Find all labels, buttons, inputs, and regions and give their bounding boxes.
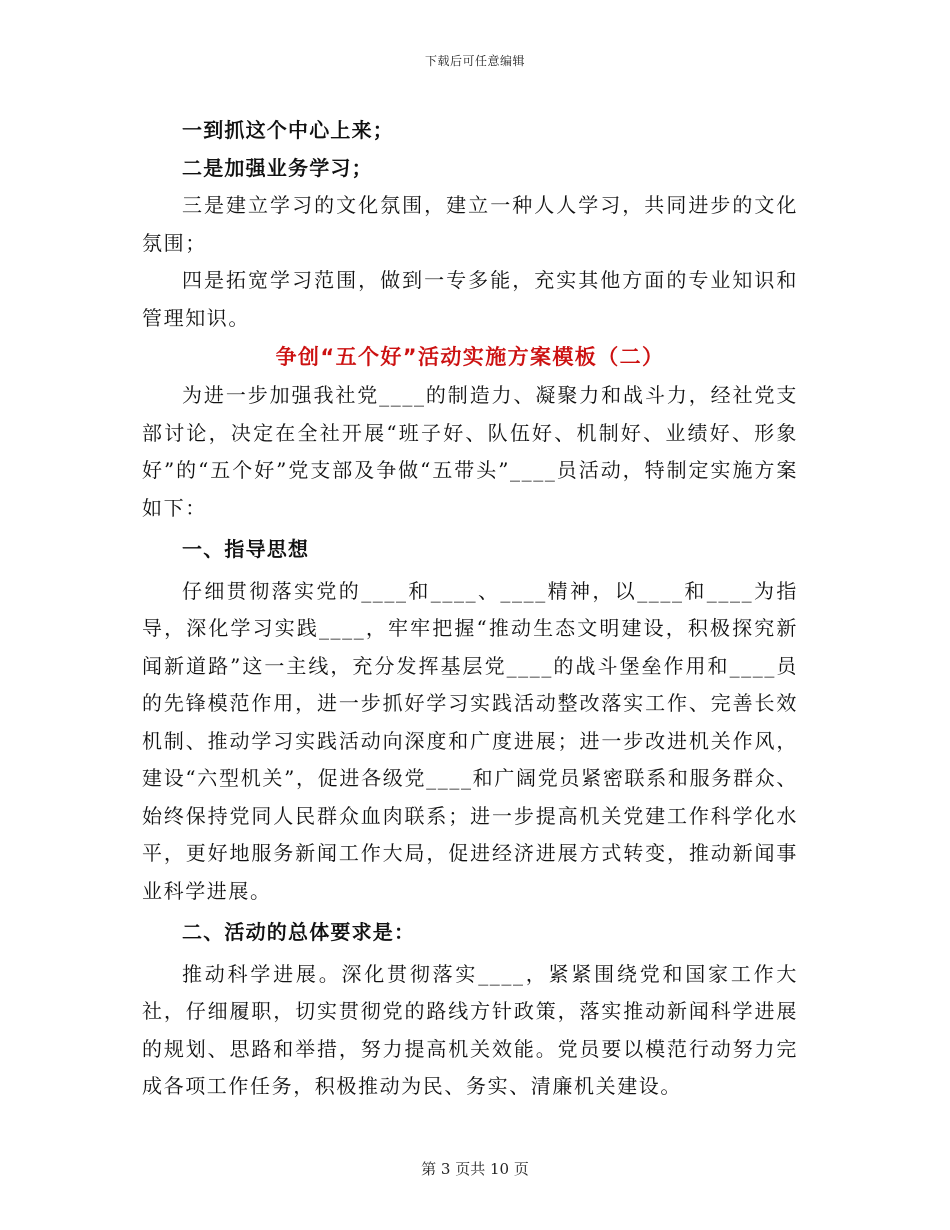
heading-overall-requirements: 二、活动的总体要求是： <box>182 920 416 944</box>
paragraph-1: 一到抓这个中心上来； <box>182 118 394 142</box>
paragraph-2: 二是加强业务学习； <box>182 155 373 180</box>
document-body <box>142 112 798 1106</box>
paragraph-4: 四是拓宽学习范围，做到一专多能，充实其他方面的专业知识和管理知识。 <box>142 268 798 330</box>
page-header: 下载后可任意编辑 <box>424 54 525 68</box>
heading-guiding-ideology: 一、指导思想 <box>182 537 310 561</box>
paragraph-6: 仔细贯彻落实党的____和____、____精神，以____和____为指导，深化学习实践____，牢牢把握“推动生态文明建设，积极探究新闻新道路”这一主线，充分发挥基层党____的战斗堡垒作用和____员的先锋模范作用，进一步抓好学习实践活动整改落实工作、完善长效机制、推动学习实践活动向深度和广度进展；进一步改进机关作风，建设“六型机关”，促进各级党____和广阔党员紧密联系和服务群众、始终保持党同人民群众血肉联系；进一步提高机关党建工作科学化水平，更好地服务新闻工作大局，促进经济进展方式转变，推动新闻事业科学进展。 <box>142 578 798 903</box>
paragraph-7: 推动科学进展。深化贯彻落实____，紧紧围绕党和国家工作大社，仔细履职，切实贯彻党的路线方针政策，落实推动新闻科学进展的规划、思路和举措，努力提高机关效能。党员要以模范行动努力完成各项工作任务，积极推动为民、务实、清廉机关建设。 <box>142 961 798 1098</box>
paragraph-5: 为进一步加强我社党____的制造力、凝聚力和战斗力，经社党支部讨论，决定在全社开展“班子好、队伍好、机制好、业绩好、形象好”的“五个好”党支部及争做“五带头”____员活动，特制定实施方案如下： <box>142 383 798 520</box>
paragraph-3: 三是建立学习的文化氛围，建立一种人人学习，共同进步的文化氛围； <box>142 193 798 255</box>
page-footer: 第 3 页共 10 页 <box>421 1160 529 1178</box>
section-title: 争创“五个好”活动实施方案模板（二） <box>275 345 665 369</box>
